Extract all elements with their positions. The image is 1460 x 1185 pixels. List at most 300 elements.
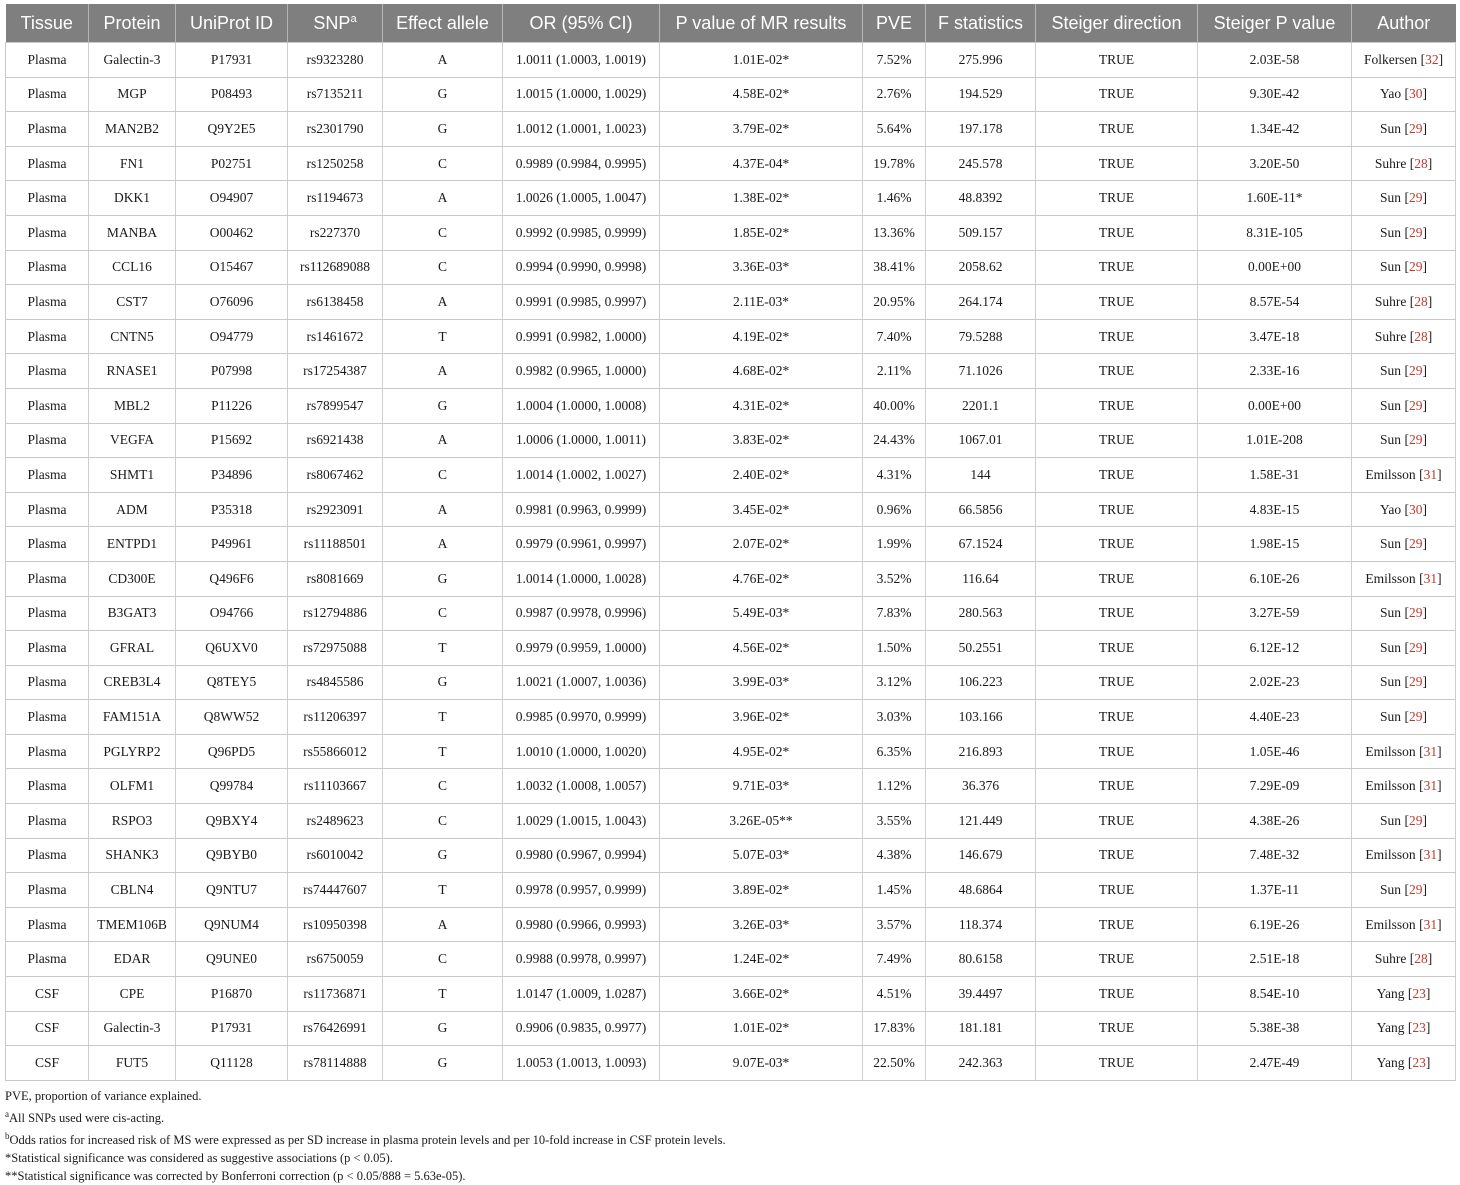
cell-author: Sun [29]	[1352, 527, 1456, 562]
cell-steiger-direction: TRUE	[1036, 838, 1198, 873]
author-name: Emilsson	[1365, 466, 1416, 482]
cell-uniprot-id: P11226	[176, 388, 288, 423]
cell-or-ci: 1.0029 (1.0015, 1.0043)	[503, 804, 660, 839]
cell-author: Sun [29]	[1352, 215, 1456, 250]
author-name: Sun	[1380, 363, 1402, 379]
cell-author: Yao [30]	[1352, 77, 1456, 112]
cell-p-value-mr: 9.71E-03*	[660, 769, 863, 804]
cell-snp: rs11103667	[288, 769, 383, 804]
cell-effect-allele: T	[383, 873, 503, 908]
cell-uniprot-id: Q9BXY4	[176, 804, 288, 839]
cell-protein: ADM	[89, 492, 176, 527]
cell-effect-allele: G	[383, 1046, 503, 1081]
cell-f-statistics: 79.5288	[926, 319, 1036, 354]
cell-tissue: Plasma	[6, 700, 89, 735]
cell-author: Sun [29]	[1352, 388, 1456, 423]
table-footnotes	[5, 1087, 1455, 1185]
cell-author: Emilsson [31]	[1352, 734, 1456, 769]
cell-or-ci: 1.0026 (1.0005, 1.0047)	[503, 181, 660, 216]
reference-link[interactable]: 31	[1423, 570, 1438, 586]
table-row	[6, 388, 1456, 423]
reference-link[interactable]: 31	[1423, 778, 1438, 794]
footnote	[5, 1105, 1455, 1127]
author-name: Suhre	[1374, 155, 1407, 171]
footnote	[5, 1127, 1455, 1149]
cell-p-value-mr: 4.58E-02*	[660, 77, 863, 112]
reference-link[interactable]: 30	[1409, 86, 1423, 102]
cell-steiger-p: 8.57E-54	[1198, 285, 1352, 320]
table-row	[6, 804, 1456, 839]
cell-pve: 3.55%	[863, 804, 926, 839]
cell-steiger-direction: TRUE	[1036, 977, 1198, 1012]
cell-p-value-mr: 3.36E-03*	[660, 250, 863, 285]
cell-or-ci: 1.0053 (1.0013, 1.0093)	[503, 1046, 660, 1081]
cell-f-statistics: 181.181	[926, 1011, 1036, 1046]
author-name: Yang	[1376, 1020, 1405, 1036]
cell-f-statistics: 71.1026	[926, 354, 1036, 389]
reference-link[interactable]: 23	[1412, 1055, 1426, 1071]
reference-link[interactable]: 29	[1408, 190, 1423, 206]
cell-p-value-mr: 2.07E-02*	[660, 527, 863, 562]
cell-effect-allele: A	[383, 527, 503, 562]
cell-author: Suhre [28]	[1352, 146, 1456, 181]
table-row	[6, 734, 1456, 769]
cell-f-statistics: 275.996	[926, 43, 1036, 78]
snp-label: SNP	[313, 12, 351, 33]
mr-results-table	[5, 4, 1456, 1081]
reference-link[interactable]: 29	[1408, 224, 1423, 240]
cell-snp: rs2923091	[288, 492, 383, 527]
cell-snp: rs9323280	[288, 43, 383, 78]
cell-tissue: Plasma	[6, 215, 89, 250]
cell-snp: rs12794886	[288, 596, 383, 631]
cell-tissue: Plasma	[6, 631, 89, 666]
cell-pve: 5.64%	[863, 112, 926, 147]
cell-steiger-direction: TRUE	[1036, 215, 1198, 250]
cell-uniprot-id: Q9NUM4	[176, 907, 288, 942]
table-row	[6, 631, 1456, 666]
cell-f-statistics: 245.578	[926, 146, 1036, 181]
cell-uniprot-id: Q9UNE0	[176, 942, 288, 977]
table-row	[6, 873, 1456, 908]
cell-steiger-p: 1.37E-11	[1198, 873, 1352, 908]
author-name: Yang	[1376, 1055, 1405, 1071]
cell-steiger-p: 2.02E-23	[1198, 665, 1352, 700]
cell-effect-allele: T	[383, 319, 503, 354]
cell-author: Suhre [28]	[1352, 942, 1456, 977]
cell-author: Yang [23]	[1352, 1046, 1456, 1081]
cell-p-value-mr: 3.79E-02*	[660, 112, 863, 147]
cell-steiger-p: 8.31E-105	[1198, 215, 1352, 250]
cell-effect-allele: T	[383, 700, 503, 735]
cell-protein: GFRAL	[89, 631, 176, 666]
table-container	[5, 4, 1455, 1185]
cell-snp: rs2301790	[288, 112, 383, 147]
cell-f-statistics: 80.6158	[926, 942, 1036, 977]
reference-link[interactable]: 29	[1408, 120, 1423, 136]
cell-snp: rs2489623	[288, 804, 383, 839]
cell-p-value-mr: 4.37E-04*	[660, 146, 863, 181]
cell-protein: Galectin-3	[89, 1011, 176, 1046]
cell-pve: 13.36%	[863, 215, 926, 250]
cell-author: Yao [30]	[1352, 492, 1456, 527]
cell-steiger-p: 5.38E-38	[1198, 1011, 1352, 1046]
cell-or-ci: 1.0006 (1.0000, 1.0011)	[503, 423, 660, 458]
cell-pve: 3.57%	[863, 907, 926, 942]
cell-pve: 7.40%	[863, 319, 926, 354]
footnote	[5, 1167, 1455, 1185]
cell-steiger-p: 2.51E-18	[1198, 942, 1352, 977]
cell-snp: rs8067462	[288, 458, 383, 493]
cell-snp: rs8081669	[288, 561, 383, 596]
footnote	[5, 1087, 1455, 1105]
cell-protein: CBLN4	[89, 873, 176, 908]
cell-steiger-direction: TRUE	[1036, 458, 1198, 493]
cell-p-value-mr: 1.01E-02*	[660, 43, 863, 78]
reference-link[interactable]: 31	[1423, 743, 1438, 759]
cell-protein: SHMT1	[89, 458, 176, 493]
reference-link[interactable]: 31	[1423, 466, 1438, 482]
cell-tissue: Plasma	[6, 285, 89, 320]
cell-author: Suhre [28]	[1352, 285, 1456, 320]
cell-f-statistics: 242.363	[926, 1046, 1036, 1081]
cell-tissue: Plasma	[6, 492, 89, 527]
author-name: Sun	[1380, 674, 1402, 690]
cell-protein: OLFM1	[89, 769, 176, 804]
reference-link[interactable]: 28	[1414, 155, 1428, 171]
table-row	[6, 319, 1456, 354]
cell-f-statistics: 67.1524	[926, 527, 1036, 562]
cell-author: Sun [29]	[1352, 354, 1456, 389]
author-name: Sun	[1380, 639, 1402, 655]
cell-author: Emilsson [31]	[1352, 458, 1456, 493]
cell-snp: rs1250258	[288, 146, 383, 181]
reference-link[interactable]: 29	[1408, 639, 1423, 655]
cell-p-value-mr: 3.26E-05**	[660, 804, 863, 839]
cell-or-ci: 0.9989 (0.9984, 0.9995)	[503, 146, 660, 181]
reference-link[interactable]: 28	[1414, 293, 1428, 309]
cell-uniprot-id: O76096	[176, 285, 288, 320]
cell-snp: rs4845586	[288, 665, 383, 700]
reference-link[interactable]: 29	[1408, 536, 1423, 552]
cell-pve: 7.83%	[863, 596, 926, 631]
cell-steiger-direction: TRUE	[1036, 596, 1198, 631]
cell-effect-allele: C	[383, 250, 503, 285]
cell-tissue: Plasma	[6, 873, 89, 908]
cell-effect-allele: G	[383, 77, 503, 112]
cell-tissue: CSF	[6, 1046, 89, 1081]
reference-link[interactable]: 31	[1423, 916, 1438, 932]
cell-pve: 3.12%	[863, 665, 926, 700]
cell-snp: rs11188501	[288, 527, 383, 562]
cell-uniprot-id: P17931	[176, 1011, 288, 1046]
table-row	[6, 561, 1456, 596]
cell-uniprot-id: O94779	[176, 319, 288, 354]
cell-or-ci: 0.9982 (0.9965, 1.0000)	[503, 354, 660, 389]
cell-f-statistics: 50.2551	[926, 631, 1036, 666]
cell-f-statistics: 48.8392	[926, 181, 1036, 216]
table-row	[6, 838, 1456, 873]
col-header-snp	[288, 4, 383, 43]
cell-steiger-p: 6.12E-12	[1198, 631, 1352, 666]
author-name: Yao	[1379, 86, 1402, 102]
snp-footnote-mark: a	[350, 12, 357, 25]
cell-steiger-direction: TRUE	[1036, 942, 1198, 977]
cell-snp: rs76426991	[288, 1011, 383, 1046]
cell-author: Sun [29]	[1352, 250, 1456, 285]
cell-pve: 22.50%	[863, 1046, 926, 1081]
cell-pve: 1.50%	[863, 631, 926, 666]
cell-protein: FUT5	[89, 1046, 176, 1081]
cell-uniprot-id: O94766	[176, 596, 288, 631]
reference-link[interactable]: 29	[1408, 259, 1423, 275]
cell-uniprot-id: P15692	[176, 423, 288, 458]
cell-tissue: Plasma	[6, 734, 89, 769]
cell-steiger-direction: TRUE	[1036, 388, 1198, 423]
reference-link[interactable]: 29	[1408, 709, 1423, 725]
col-header-f-statistics: F statistics	[926, 4, 1036, 43]
cell-steiger-p: 2.03E-58	[1198, 43, 1352, 78]
table-row	[6, 146, 1456, 181]
cell-snp: rs11736871	[288, 977, 383, 1012]
cell-f-statistics: 2058.62	[926, 250, 1036, 285]
cell-or-ci: 0.9985 (0.9970, 0.9999)	[503, 700, 660, 735]
cell-steiger-p: 2.33E-16	[1198, 354, 1352, 389]
cell-protein: FN1	[89, 146, 176, 181]
cell-steiger-p: 1.58E-31	[1198, 458, 1352, 493]
cell-or-ci: 0.9991 (0.9985, 0.9997)	[503, 285, 660, 320]
cell-effect-allele: A	[383, 181, 503, 216]
cell-author: Emilsson [31]	[1352, 838, 1456, 873]
cell-steiger-direction: TRUE	[1036, 873, 1198, 908]
cell-steiger-direction: TRUE	[1036, 561, 1198, 596]
cell-protein: MGP	[89, 77, 176, 112]
reference-link[interactable]: 29	[1408, 605, 1423, 621]
cell-f-statistics: 39.4497	[926, 977, 1036, 1012]
cell-steiger-direction: TRUE	[1036, 804, 1198, 839]
cell-pve: 0.96%	[863, 492, 926, 527]
cell-steiger-p: 0.00E+00	[1198, 388, 1352, 423]
cell-effect-allele: C	[383, 769, 503, 804]
cell-pve: 1.45%	[863, 873, 926, 908]
cell-tissue: Plasma	[6, 250, 89, 285]
cell-steiger-p: 1.98E-15	[1198, 527, 1352, 562]
table-row	[6, 215, 1456, 250]
cell-effect-allele: G	[383, 561, 503, 596]
table-row	[6, 1046, 1456, 1081]
cell-or-ci: 1.0014 (1.0002, 1.0027)	[503, 458, 660, 493]
cell-tissue: Plasma	[6, 458, 89, 493]
author-name: Folkersen	[1363, 51, 1418, 67]
cell-snp: rs11206397	[288, 700, 383, 735]
table-row	[6, 285, 1456, 320]
cell-steiger-p: 1.34E-42	[1198, 112, 1352, 147]
cell-steiger-p: 4.83E-15	[1198, 492, 1352, 527]
cell-author: Emilsson [31]	[1352, 561, 1456, 596]
author-name: Sun	[1380, 120, 1402, 136]
cell-steiger-direction: TRUE	[1036, 250, 1198, 285]
cell-uniprot-id: P34896	[176, 458, 288, 493]
cell-f-statistics: 66.5856	[926, 492, 1036, 527]
author-name: Sun	[1380, 432, 1402, 448]
table-row	[6, 77, 1456, 112]
cell-uniprot-id: P02751	[176, 146, 288, 181]
cell-tissue: Plasma	[6, 838, 89, 873]
reference-link[interactable]: 29	[1408, 882, 1423, 898]
cell-steiger-direction: TRUE	[1036, 112, 1198, 147]
cell-uniprot-id: Q8WW52	[176, 700, 288, 735]
table-row	[6, 43, 1456, 78]
cell-p-value-mr: 1.24E-02*	[660, 942, 863, 977]
reference-link[interactable]: 30	[1409, 501, 1423, 517]
table-row	[6, 492, 1456, 527]
cell-author: Suhre [28]	[1352, 319, 1456, 354]
cell-pve: 7.52%	[863, 43, 926, 78]
cell-p-value-mr: 1.38E-02*	[660, 181, 863, 216]
cell-f-statistics: 144	[926, 458, 1036, 493]
cell-author: Sun [29]	[1352, 112, 1456, 147]
reference-link[interactable]: 29	[1408, 674, 1423, 690]
cell-steiger-p: 7.29E-09	[1198, 769, 1352, 804]
cell-tissue: Plasma	[6, 146, 89, 181]
col-header-or-ci: OR (95% CI)	[503, 4, 660, 43]
cell-effect-allele: T	[383, 977, 503, 1012]
cell-or-ci: 0.9979 (0.9961, 0.9997)	[503, 527, 660, 562]
cell-protein: ENTPD1	[89, 527, 176, 562]
cell-or-ci: 1.0011 (1.0003, 1.0019)	[503, 43, 660, 78]
cell-author: Sun [29]	[1352, 596, 1456, 631]
cell-snp: rs74447607	[288, 873, 383, 908]
cell-tissue: Plasma	[6, 43, 89, 78]
cell-steiger-direction: TRUE	[1036, 146, 1198, 181]
author-name: Sun	[1380, 190, 1402, 206]
reference-link[interactable]: 29	[1408, 812, 1423, 828]
author-name: Sun	[1380, 536, 1402, 552]
col-header-uniprot: UniProt ID	[176, 4, 288, 43]
cell-protein: CD300E	[89, 561, 176, 596]
cell-f-statistics: 116.64	[926, 561, 1036, 596]
cell-snp: rs112689088	[288, 250, 383, 285]
reference-link[interactable]: 29	[1408, 363, 1423, 379]
cell-uniprot-id: Q99784	[176, 769, 288, 804]
cell-protein: RNASE1	[89, 354, 176, 389]
reference-link[interactable]: 23	[1412, 985, 1426, 1001]
cell-steiger-p: 4.38E-26	[1198, 804, 1352, 839]
cell-uniprot-id: O00462	[176, 215, 288, 250]
col-header-steiger-p: Steiger P value	[1198, 4, 1352, 43]
cell-protein: RSPO3	[89, 804, 176, 839]
cell-pve: 19.78%	[863, 146, 926, 181]
author-name: Suhre	[1374, 293, 1407, 309]
cell-tissue: CSF	[6, 1011, 89, 1046]
cell-steiger-direction: TRUE	[1036, 631, 1198, 666]
cell-protein: B3GAT3	[89, 596, 176, 631]
cell-pve: 38.41%	[863, 250, 926, 285]
cell-tissue: Plasma	[6, 388, 89, 423]
cell-tissue: Plasma	[6, 942, 89, 977]
cell-snp: rs17254387	[288, 354, 383, 389]
cell-steiger-p: 4.40E-23	[1198, 700, 1352, 735]
cell-or-ci: 1.0021 (1.0007, 1.0036)	[503, 665, 660, 700]
cell-snp: rs6750059	[288, 942, 383, 977]
cell-steiger-direction: TRUE	[1036, 1046, 1198, 1081]
reference-link[interactable]: 31	[1423, 847, 1438, 863]
col-header-effect-allele: Effect allele	[383, 4, 503, 43]
reference-link[interactable]: 32	[1425, 51, 1439, 67]
reference-link[interactable]: 28	[1414, 951, 1428, 967]
cell-or-ci: 1.0015 (1.0000, 1.0029)	[503, 77, 660, 112]
table-row	[6, 181, 1456, 216]
cell-tissue: Plasma	[6, 561, 89, 596]
cell-steiger-direction: TRUE	[1036, 665, 1198, 700]
cell-pve: 4.38%	[863, 838, 926, 873]
cell-effect-allele: A	[383, 354, 503, 389]
cell-snp: rs7899547	[288, 388, 383, 423]
cell-protein: TMEM106B	[89, 907, 176, 942]
cell-uniprot-id: Q9Y2E5	[176, 112, 288, 147]
cell-or-ci: 1.0147 (1.0009, 1.0287)	[503, 977, 660, 1012]
reference-link[interactable]: 29	[1408, 397, 1423, 413]
cell-tissue: Plasma	[6, 354, 89, 389]
reference-link[interactable]: 29	[1408, 432, 1423, 448]
table-row	[6, 250, 1456, 285]
header-row	[6, 4, 1456, 43]
cell-or-ci: 0.9979 (0.9959, 1.0000)	[503, 631, 660, 666]
cell-steiger-p: 1.05E-46	[1198, 734, 1352, 769]
cell-effect-allele: A	[383, 423, 503, 458]
footnote-text: Odds ratios for increased risk of MS were expressed as per SD increase in plasma protein levels and per 10-fold increase in CSF protein levels.	[9, 1133, 726, 1148]
cell-steiger-direction: TRUE	[1036, 319, 1198, 354]
reference-link[interactable]: 23	[1412, 1020, 1426, 1036]
cell-pve: 3.03%	[863, 700, 926, 735]
cell-p-value-mr: 9.07E-03*	[660, 1046, 863, 1081]
cell-effect-allele: G	[383, 388, 503, 423]
cell-protein: MAN2B2	[89, 112, 176, 147]
cell-protein: CST7	[89, 285, 176, 320]
cell-or-ci: 0.9978 (0.9957, 0.9999)	[503, 873, 660, 908]
cell-or-ci: 1.0010 (1.0000, 1.0020)	[503, 734, 660, 769]
cell-f-statistics: 36.376	[926, 769, 1036, 804]
cell-pve: 1.46%	[863, 181, 926, 216]
cell-p-value-mr: 4.56E-02*	[660, 631, 863, 666]
cell-effect-allele: A	[383, 907, 503, 942]
cell-steiger-direction: TRUE	[1036, 769, 1198, 804]
cell-steiger-p: 1.01E-208	[1198, 423, 1352, 458]
table-row	[6, 1011, 1456, 1046]
cell-effect-allele: G	[383, 665, 503, 700]
cell-uniprot-id: O15467	[176, 250, 288, 285]
reference-link[interactable]: 28	[1414, 328, 1428, 344]
cell-effect-allele: G	[383, 112, 503, 147]
cell-uniprot-id: Q496F6	[176, 561, 288, 596]
cell-effect-allele: T	[383, 631, 503, 666]
cell-f-statistics: 118.374	[926, 907, 1036, 942]
cell-protein: CPE	[89, 977, 176, 1012]
cell-p-value-mr: 4.76E-02*	[660, 561, 863, 596]
cell-steiger-direction: TRUE	[1036, 77, 1198, 112]
cell-pve: 2.11%	[863, 354, 926, 389]
cell-steiger-direction: TRUE	[1036, 43, 1198, 78]
cell-steiger-direction: TRUE	[1036, 907, 1198, 942]
author-name: Suhre	[1374, 951, 1407, 967]
cell-f-statistics: 2201.1	[926, 388, 1036, 423]
cell-protein: FAM151A	[89, 700, 176, 735]
cell-steiger-p: 2.47E-49	[1198, 1046, 1352, 1081]
cell-p-value-mr: 5.07E-03*	[660, 838, 863, 873]
cell-p-value-mr: 5.49E-03*	[660, 596, 863, 631]
footnote-text: PVE, proportion of variance explained.	[5, 1088, 202, 1103]
cell-author: Sun [29]	[1352, 423, 1456, 458]
